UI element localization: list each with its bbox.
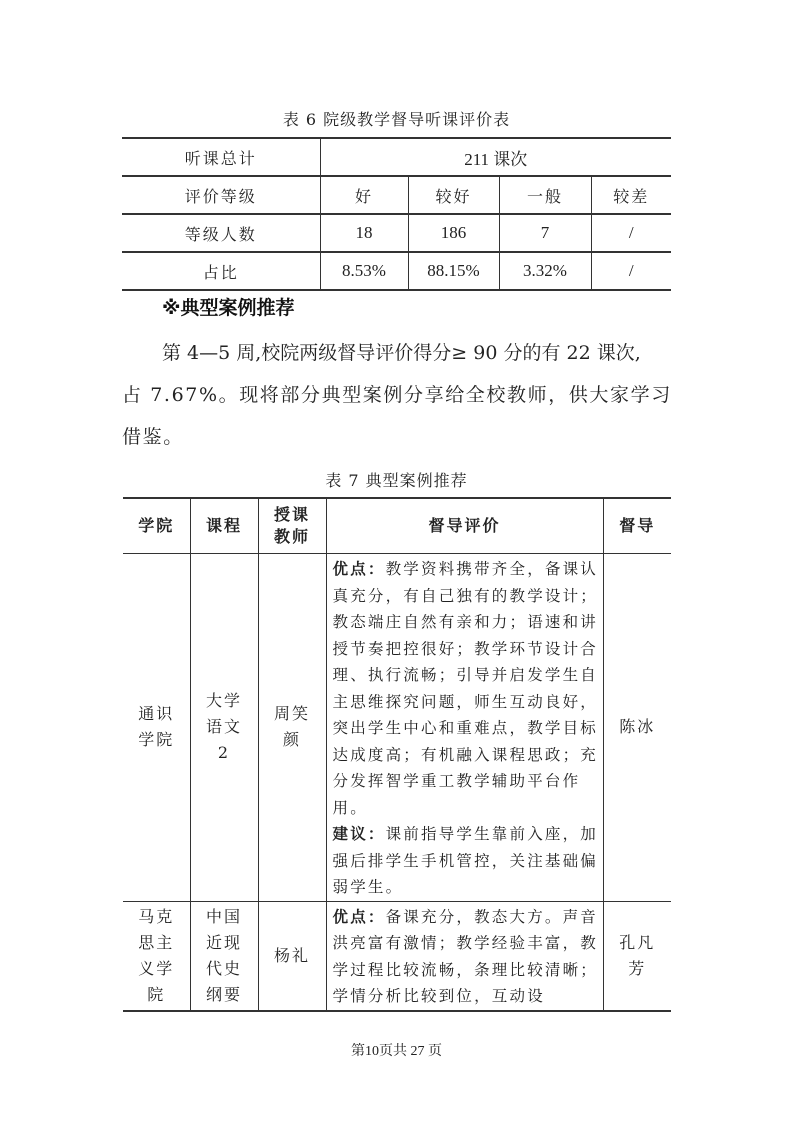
- table-row: [123, 554, 671, 902]
- table7-typical-cases: [123, 497, 671, 1012]
- ratio-cell: 8.53%: [320, 252, 408, 290]
- header-evaluation: 督导评价: [326, 498, 603, 554]
- ratio-cell: 88.15%: [408, 252, 499, 290]
- paragraph-line: 第 4—5 周,校院两级督导评价得分≥ 90 分的有 22 课次,: [162, 342, 641, 364]
- table7-caption: 表 7 典型案例推荐: [325, 471, 468, 490]
- teacher-cell: 杨礼: [258, 901, 326, 1011]
- paragraph-line: 借鉴。: [122, 426, 184, 448]
- header-supervisor: 督导: [603, 498, 671, 554]
- suggestions-text: 课前指导学生靠前入座，加强后排学生手机管控，关注基础偏弱学生。: [332, 825, 599, 896]
- grade-label: 评价等级: [122, 176, 320, 214]
- table7-header-row: [123, 498, 671, 554]
- table6-caption: 表 6 院级教学督导听课评价表: [282, 110, 511, 129]
- supervisor-cell: 陈冰: [603, 554, 671, 902]
- grade-cell: 较差: [591, 176, 671, 214]
- teacher-cell: 周笑颜: [258, 554, 326, 902]
- grade-cell: 较好: [408, 176, 499, 214]
- ratio-cell: /: [591, 252, 671, 290]
- evaluation-cell: [326, 554, 603, 902]
- section-heading: ※典型案例推荐: [162, 297, 295, 319]
- ratio-cell: 3.32%: [499, 252, 591, 290]
- evaluation-cell: [326, 901, 603, 1011]
- strengths-label: 优点：: [332, 560, 386, 578]
- ratio-label: 占比: [122, 252, 320, 290]
- college-cell: 通识学院: [123, 554, 190, 902]
- count-cell: 7: [499, 214, 591, 252]
- page-footer: 第10页共 27 页: [351, 1044, 442, 1059]
- course-cell: 中国近现代史纲要: [190, 901, 258, 1011]
- paragraph-line: 占 7.67%。现将部分典型案例分享给全校教师，供大家学习: [122, 384, 672, 406]
- header-college: 学院: [123, 498, 190, 554]
- table6-row-ratios: [122, 252, 671, 290]
- grade-cell: 好: [320, 176, 408, 214]
- table6-supervision-evaluation: [122, 137, 671, 291]
- table6-row-total: [122, 138, 671, 176]
- strengths-text: 备课充分，教态大方。声音洪亮富有激情；教学经验丰富，教学过程比较流畅，条理比较清晰；学情分析比较到位，互动设: [332, 907, 599, 1005]
- header-teacher: 授课教师: [258, 498, 326, 554]
- table-row: [123, 901, 671, 1011]
- suggestions-label: 建议：: [332, 825, 386, 843]
- total-value: 211 课次: [320, 138, 671, 176]
- count-cell: 18: [320, 214, 408, 252]
- total-label: 听课总计: [122, 138, 320, 176]
- strengths-label: 优点：: [332, 907, 386, 926]
- count-label: 等级人数: [122, 214, 320, 252]
- strengths-text: 教学资料携带齐全，备课认真充分，有自己独有的教学设计；教态端庄自然有亲和力；语速和讲授节奏把控很好；教学环节设计合理、执行流畅；引导并启发学生自主思维探究问题，师生互动良好，突出学生中心和重难点，教学目标达成度高；有机融入课程思政；充分发挥智学重工教学辅助平台作用。: [332, 560, 599, 817]
- supervisor-cell: 孔凡芳: [603, 901, 671, 1011]
- count-cell: 186: [408, 214, 499, 252]
- header-course: 课程: [190, 498, 258, 554]
- course-cell: 大学语文 2: [190, 554, 258, 902]
- college-cell: 马克思主义学院: [123, 901, 190, 1011]
- table6-row-grades: [122, 176, 671, 214]
- grade-cell: 一般: [499, 176, 591, 214]
- table6-row-counts: [122, 214, 671, 252]
- count-cell: /: [591, 214, 671, 252]
